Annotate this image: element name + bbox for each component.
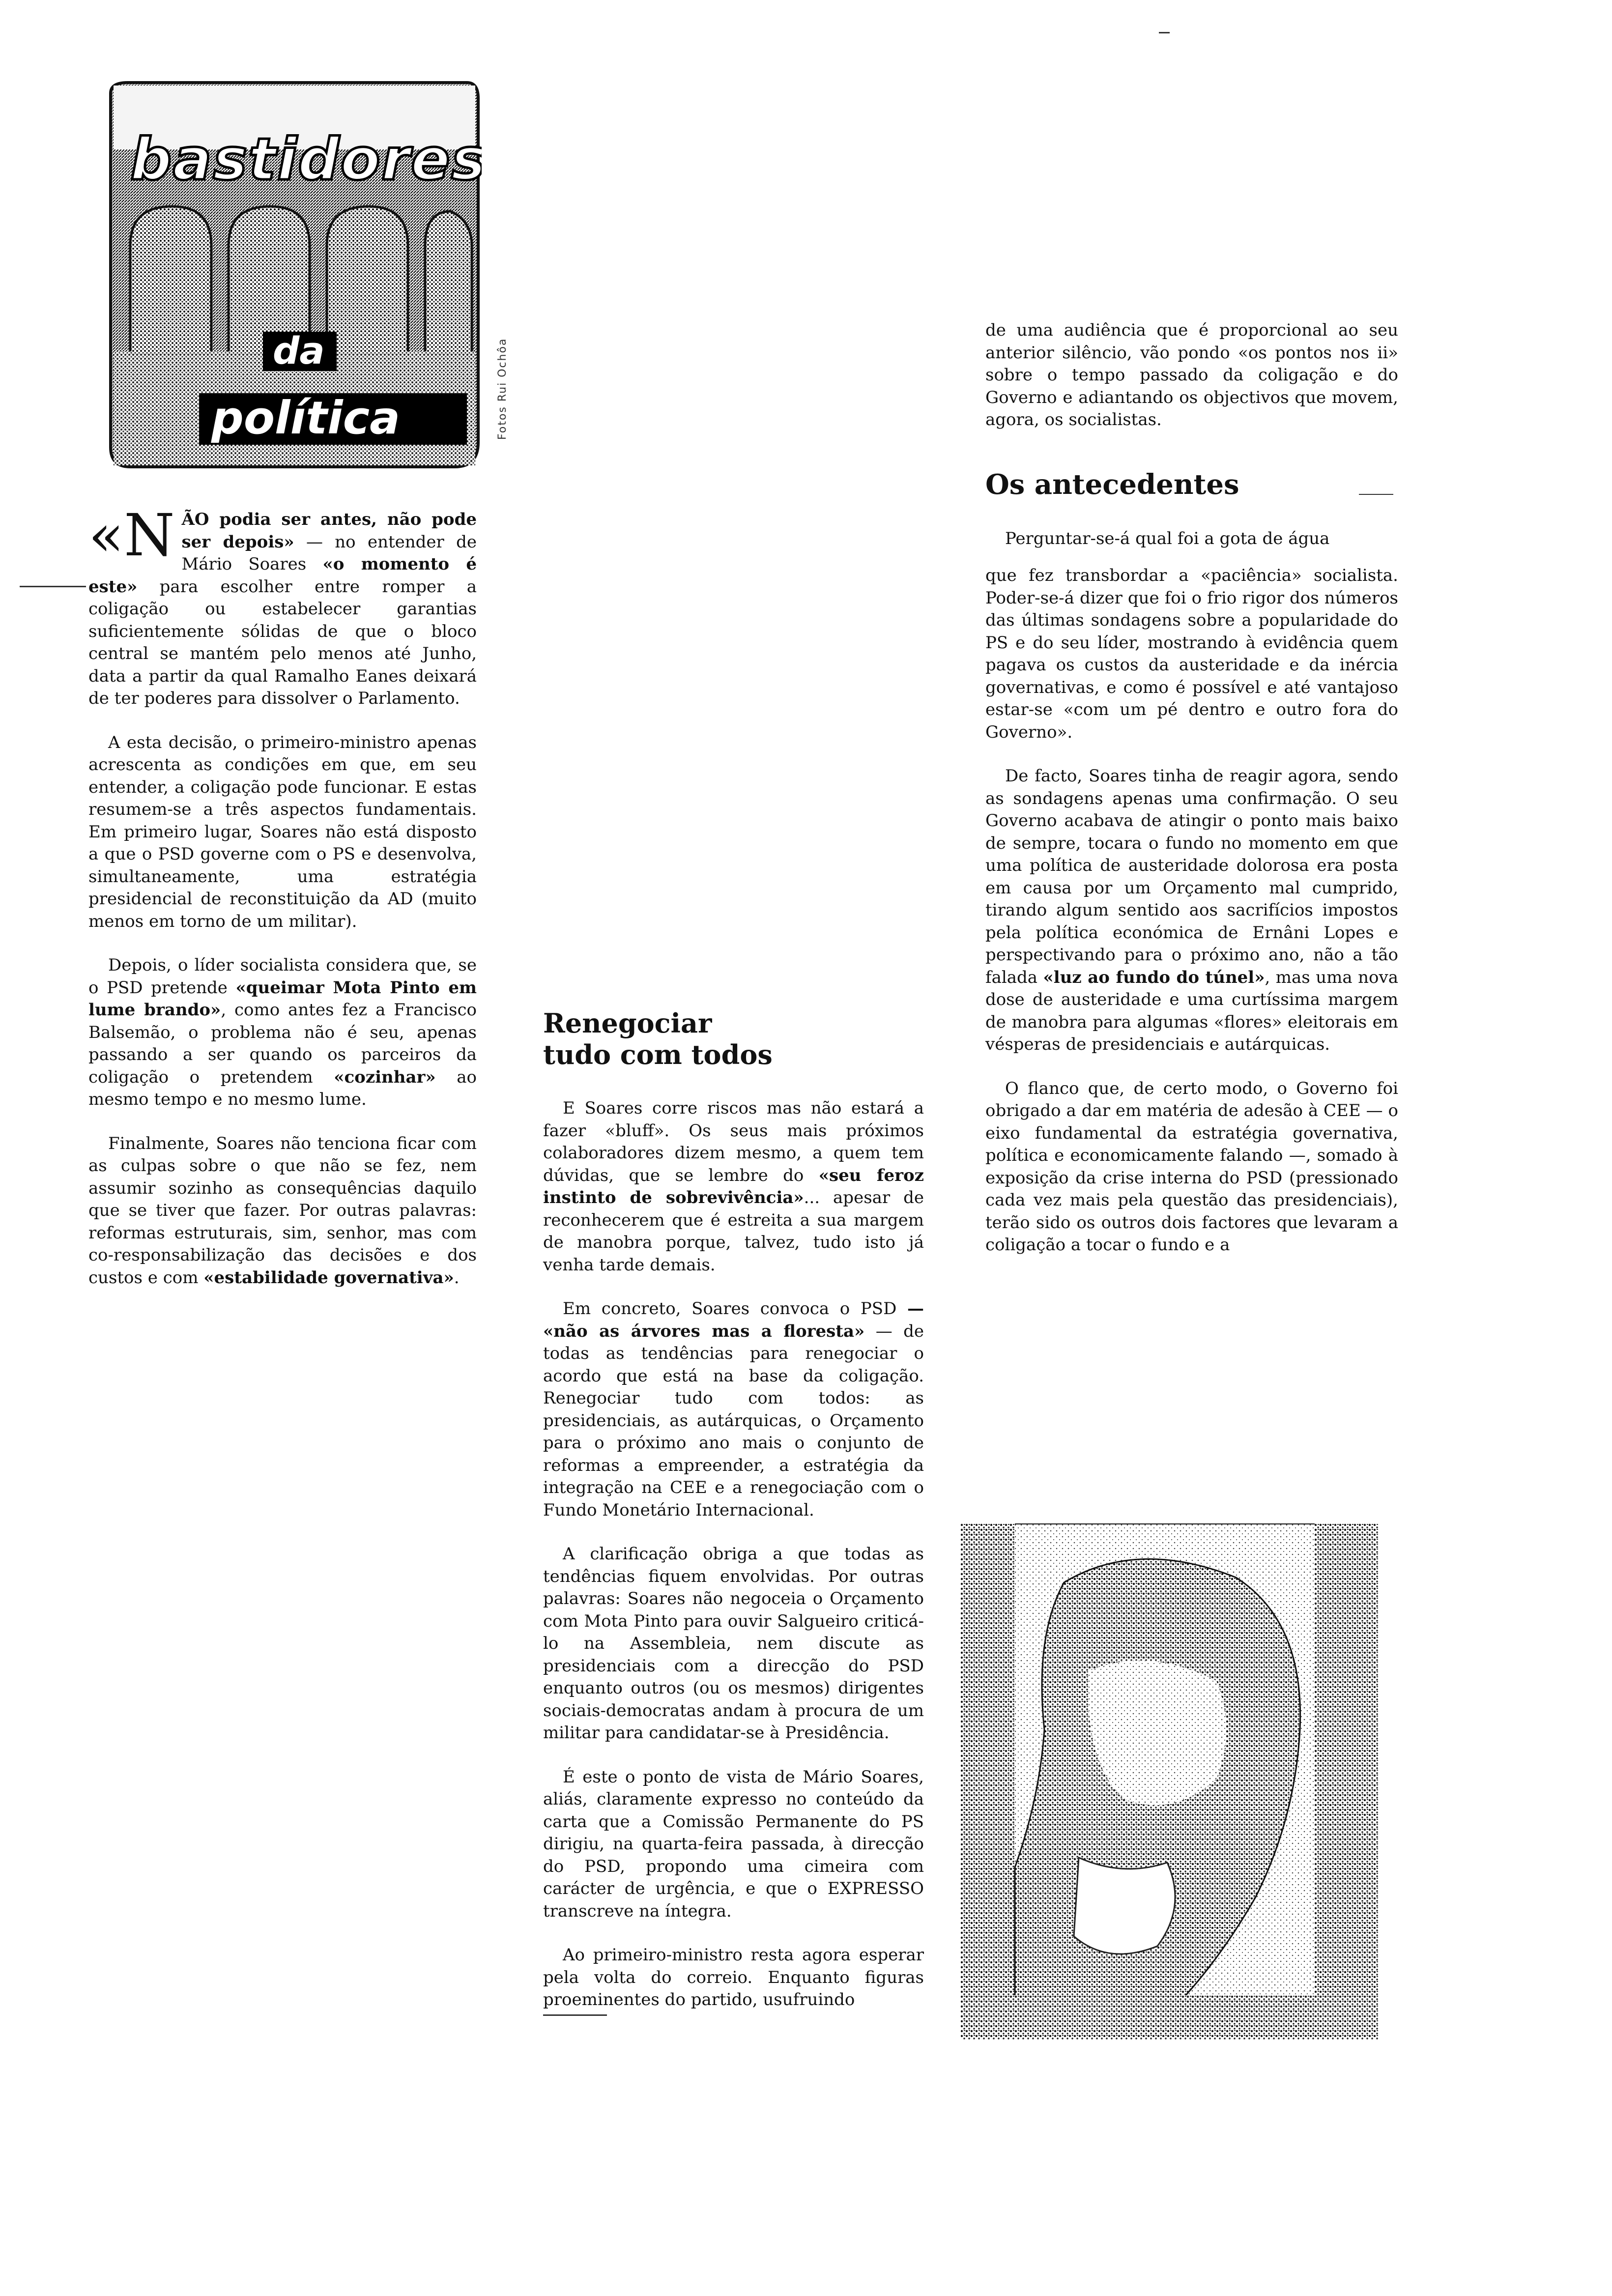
paragraph: de uma audiência que é proporcional ao seu anterior silêncio, vão pondo «os pontos nos ii» sobre o tempo passado da coligação e do Governo e adiantando os objectivos que movem, agora, os socialistas. [985, 320, 1398, 430]
section-logo [101, 79, 482, 472]
paragraph: De facto, Soares tinha de reagir agora, sendo as sondagens apenas uma confirmação. O seu Governo acabava de atingir o ponto mais baixo de sempre, tocara o fundo no momento em que uma política de austeridade dolorosa era posta em causa por um Orçamento mal cumprido, tirando algum sentido aos sacrifícios impostos pela política económica de Ernâni Lopes e perspectivando para o próximo ano, não a tão falada «luz ao fundo do túnel», mas uma nova dose de austeridade e uma curtíssima margem de manobra para algumas «flores» eleitorais em vésperas de presidenciais e autárquicas. [985, 766, 1399, 1054]
quote-bold: «o momento é este» [88, 554, 477, 597]
section-heading: Renegociar tudo com todos [543, 1007, 773, 1070]
logo-artwork [101, 79, 482, 472]
intro-caps: ÃO podia ser antes, não pode ser depois» [181, 510, 477, 552]
portrait-photo [961, 1523, 1379, 2039]
paragraph-lead: Perguntar-se-á qual foi a gota de água [1005, 528, 1330, 548]
photo-artwork [961, 1523, 1379, 2039]
photo-credit: Fotos Rui Ochôa [496, 338, 509, 440]
dropcap: «N [88, 501, 175, 569]
paragraph: A esta decisão, o primeiro-ministro apenas acrescenta as condições em que, em seu entender, a coligação pode funcionar. E estas resumem-se a três aspectos fundamentais. Em primeiro lugar, Soares não está disposto a que o PSD governe com o PS e desenvolva, simultaneamente, uma estratégia presidencial de reconstituição da AD (muito menos em torno de um militar). [88, 732, 477, 931]
column-2 [543, 1007, 924, 2016]
logo-subtitle-politica: política [211, 392, 401, 444]
paragraph: Em concreto, Soares convoca o PSD — «não as árvores mas a floresta» — de todas as tendências para renegociar o acordo que está na base da coligação. Renegociar tudo com todos: as presidenciais, as autárquicas, o Orçamento para o próximo ano mais o conjunto de reformas a empreender, a estratégia da integração na CEE e a renegociação com o Fundo Monetário Internacional. [543, 1299, 924, 1520]
logo-title: bastidores [130, 125, 482, 193]
column-3 [985, 319, 1398, 1278]
column-1 [88, 501, 477, 1311]
paragraph-intro: «N ÃO podia ser antes, não pode ser depois» — no entender de Mário Soares «o momento é este» para escolher entre romper a coligação ou estabelecer garantias suficientemente sólidas de que o bloco central se mantém pelo menos até Junho, data a partir da qual Ramalho Eanes deixará de ter poderes para dissolver o Parlamento. [88, 501, 477, 708]
column-end-rule [543, 2014, 607, 2016]
paragraph: Depois, o líder socialista considera que, se o PSD pretende «queimar Mota Pinto em lume brando», como antes fez a Francisco Balsemão, o problema não é seu, apenas passando a ser quando os parceiros da coligação o pretendem «cozinhar» ao mesmo tempo e no mesmo lume. [88, 955, 477, 1109]
margin-rule [20, 586, 86, 587]
paragraph: A clarificação obriga a que todas as tendências fiquem envolvidas. Por outras palavras: Soares não negoceia o Orçamento com Mota Pinto para ouvir Salgueiro criticá-lo na Assembleia, nem discute as presidenciais com a direcção do PSD enquanto outros (ou os mesmos) dirigentes sociais-democratas andam à procura de um militar para candidatar-se à Presidência. [543, 1544, 924, 1743]
paragraph: O flanco que, de certo modo, o Governo foi obrigado a dar em matéria de adesão à CEE — o eixo fundamental da estratégia governativa, política e economicamente falando —, somado à exposição da crise interna do PSD (pressionado cada vez mais pela questão das presidenciais), terão sido os outros dois factores que levaram a coligação a tocar o fundo e a [985, 1078, 1398, 1255]
paragraph: E Soares corre riscos mas não estará a fazer «bluff». Os seus mais próximos colaboradores dizem mesmo, a quem tem dúvidas, que se lembre do «seu feroz instinto de sobrevivência»... apesar de reconhecerem que é estreita a sua margem de manobra porque, talvez, tudo isto já venha tarde demais. [543, 1098, 924, 1275]
paragraph: Finalmente, Soares não tenciona ficar com as culpas sobre o que não se fez, nem assumir sozinho as consequências daquilo que se tiver que fazer. Por outras palavras: reformas estruturais, sim, senhor, mas com co-responsabilização das decisões e dos custos e com «estabilidade governativa». [88, 1133, 477, 1288]
corner-mark [1159, 32, 1170, 33]
paragraph: que fez transbordar a «paciência» socialista. Poder-se-á dizer que foi o frio rigor dos números das últimas sondagens sobre a popularidade do PS e do seu líder, mostrando à evidência quem pagava os custos da austeridade e da inércia governativas, e como é possível e até vantajoso estar-se «com um pé dentro e outro fora do Governo». [985, 566, 1398, 742]
paragraph: É este o ponto de vista de Mário Soares, aliás, claramente expresso no conteúdo da carta que a Comissão Permanente do PS dirigiu, na quarta-feira passada, à direcção do PSD, propondo uma cimeira com carácter de urgência, e que o EXPRESSO transcreve na íntegra. [543, 1767, 924, 1921]
paragraph: Ao primeiro-ministro resta agora esperar pela volta do correio. Enquanto figuras proeminentes do partido, usufruindo [543, 1945, 924, 2009]
section-heading: Os antecedentes [985, 468, 1239, 501]
logo-subtitle-da: da [273, 329, 325, 373]
